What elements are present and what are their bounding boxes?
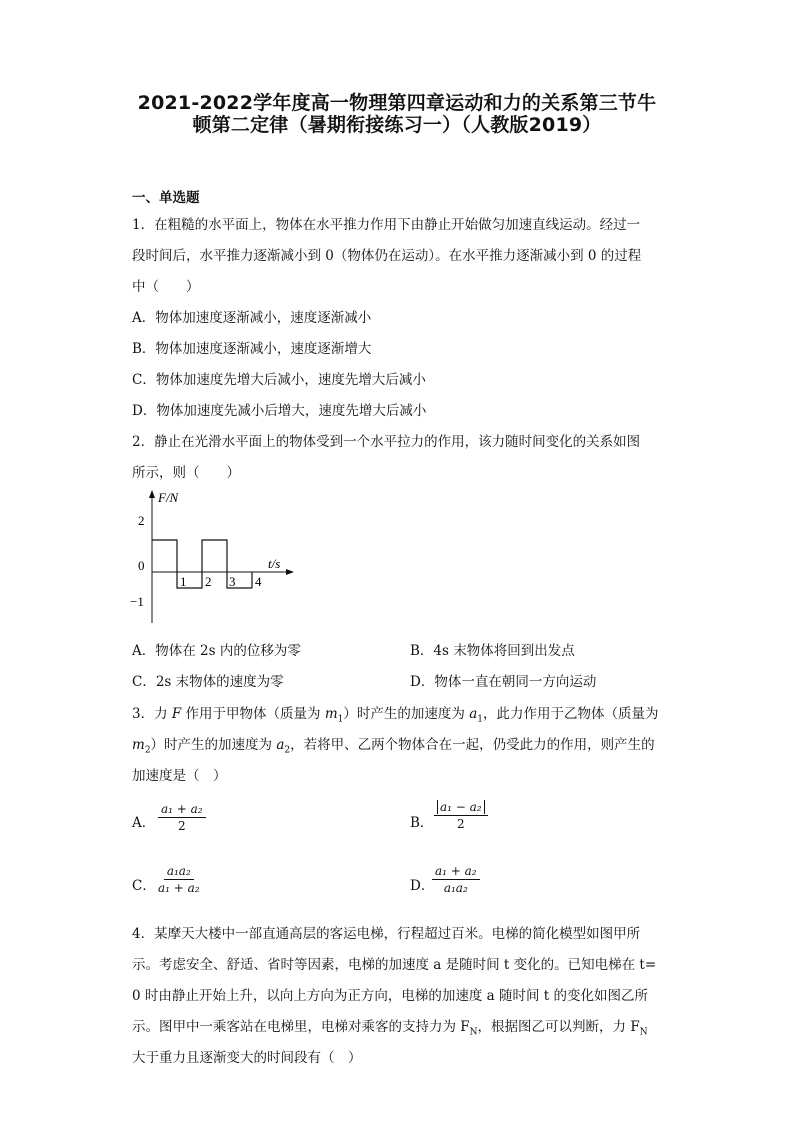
q3-line-1: 3．力 F 作用于甲物体（质量为 $m_1$）时产生的加速度为 $a_1$，此力作用于乙物体（质量为 xyxy=(132,706,659,725)
force-time-graph xyxy=(128,488,298,628)
y-axis-label: F/N xyxy=(158,490,179,505)
y-tick-neg1: −1 xyxy=(130,594,144,609)
q2-option-b: B．4s 末物体将回到出发点 xyxy=(410,643,575,659)
x-tick-1: 1 xyxy=(180,574,187,589)
y-axis-arrow xyxy=(149,490,155,498)
q1-option-b: B．物体加速度逐渐减小，速度逐渐增大 xyxy=(132,341,372,357)
q1-option-c: C．物体加速度先增大后减小，速度先增大后减小 xyxy=(132,372,426,388)
q2-option-c: C．2s 末物体的速度为零 xyxy=(132,674,284,690)
q4-line-5: 大于重力且逐渐变大的时间段有（ ） xyxy=(132,1050,362,1066)
q1-option-d: D．物体加速度先减小后增大，速度先增大后减小 xyxy=(132,403,427,419)
title-line-2: 顿第二定律（暑期衔接练习一）（人教版2019） xyxy=(192,114,602,136)
q3-option-a-fraction: $\frac{\text{a₁ + a₂}}{2}$ xyxy=(158,802,206,833)
q4-line-3: 0 时由静止开始上升，以向上方向为正方向，电梯的加速度 a 随时间 t 的变化如图乙所 xyxy=(132,988,649,1004)
q1-line-3: 中（ ） xyxy=(132,279,200,295)
q4-line-2: 示。考虑安全、舒适、省时等因素，电梯的加速度 a 是随时间 t 变化的。已知电梯在 t= xyxy=(132,957,657,973)
x-axis-label: t/s xyxy=(268,556,281,571)
q2-option-d: D．物体一直在朝同一方向运动 xyxy=(410,674,597,690)
q2-line-1: 2．静止在光滑水平面上的物体受到一个水平拉力的作用，该力随时间变化的关系如图 xyxy=(132,434,641,450)
x-tick-3: 3 xyxy=(229,574,236,589)
x-axis-arrow xyxy=(286,569,294,575)
y-tick-2: 2 xyxy=(138,513,145,528)
q3-option-b-label: B． xyxy=(410,815,434,831)
y-tick-0: 0 xyxy=(138,558,145,573)
q4-line-4: 示。图甲中一乘客站在电梯里，电梯对乘客的支持力为 $F_N$，根据图乙可以判断，力 $F_N$ xyxy=(132,1019,648,1038)
x-tick-4: 4 xyxy=(255,574,262,589)
q3-option-c-label: C． xyxy=(132,878,156,894)
q1-option-a: A．物体加速度逐渐减小，速度逐渐减小 xyxy=(132,310,372,326)
q1-line-2: 段时间后，水平推力逐渐减小到 0（物体仍在运动）。在水平推力逐渐减小到 0 的过程 xyxy=(132,248,642,264)
q1-line-1: 1．在粗糙的水平面上，物体在水平推力作用下由静止开始做匀加速直线运动。经过一 xyxy=(132,217,641,233)
q3-line-2: $m_2$）时产生的加速度为 $a_2$，若将甲、乙两个物体合在一起，仍受此力的作用，则产生的 xyxy=(132,737,655,756)
q3-option-a-label: A． xyxy=(132,815,156,831)
q3-option-c-fraction: $\frac{\text{a₁a₂}}{\text{a₁ + a₂}}$ xyxy=(158,864,200,895)
q3-option-b-fraction: $\frac{\text{a₁ − a₂}}{2}$ xyxy=(434,800,488,831)
q2-option-a: A．物体在 2s 内的位移为零 xyxy=(132,643,301,659)
q4-line-1: 4．某摩天大楼中一部直通高层的客运电梯，行程超过百米。电梯的简化模型如图甲所 xyxy=(132,926,641,942)
q3-line-3: 加速度是（ ） xyxy=(132,768,227,784)
section-heading: 一、单选题 xyxy=(132,190,200,206)
x-tick-2: 2 xyxy=(205,574,212,589)
q3-option-d-fraction: $\frac{\text{a₁ + a₂}}{\text{a₁a₂}}$ xyxy=(432,864,480,895)
title-line-1: 2021-2022学年度高一物理第四章运动和力的关系第三节牛 xyxy=(137,92,657,114)
q2-line-2: 所示，则（ ） xyxy=(132,465,240,481)
q3-option-d-label: D． xyxy=(410,878,435,894)
force-series-line xyxy=(152,540,252,588)
